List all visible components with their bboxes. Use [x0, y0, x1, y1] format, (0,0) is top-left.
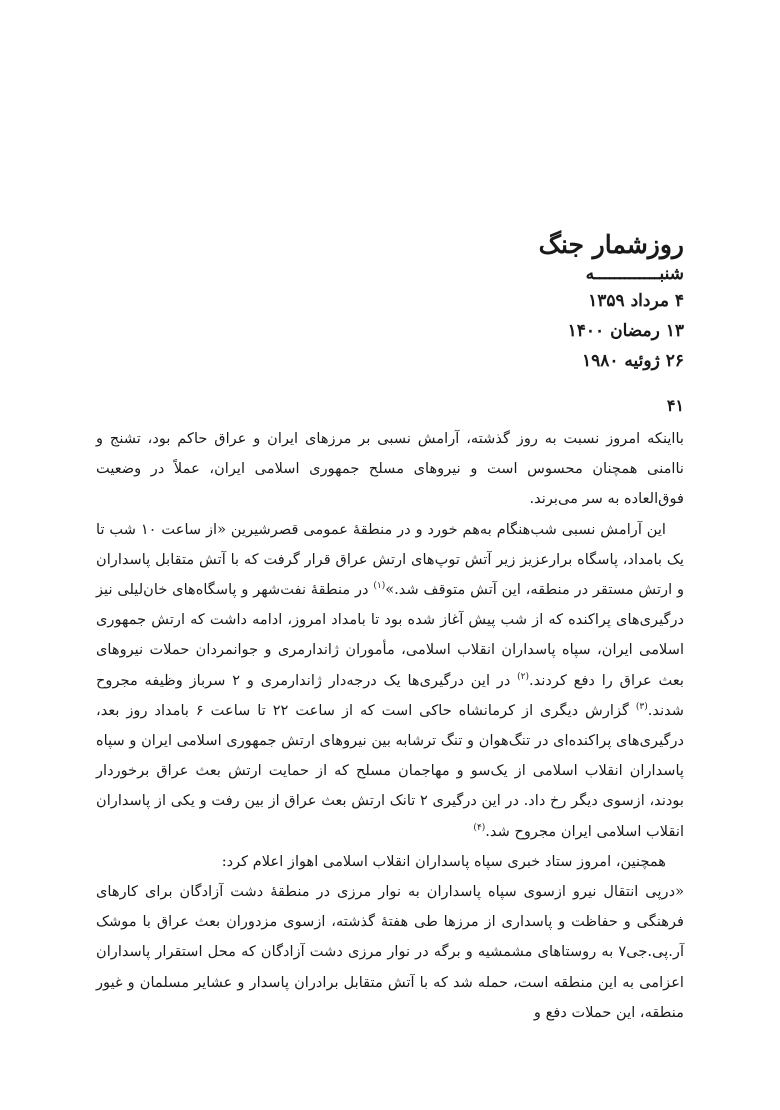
paragraph-text: همچنین، امروز ستاد خبری سپاه پاسداران انقلاب اسلامی اهواز اعلام کرد: — [221, 852, 666, 870]
footnote-ref: (۴) — [473, 822, 486, 833]
footnote-ref: (۲) — [517, 671, 530, 682]
paragraph-text: در منطقهٔ نفت‌شهر و پاسگاه‌های خان‌لیلی نیز درگیری‌های پراکنده که از شب پیش آغاز شده بود تا بامداد امروز، ادامه داشت که ارتش جمهوری اسلامی ایران، سپاه پاسداران انقلاب اسلامی، مأموران ژاندارمری و جوانمردان حملات نیروهای بعث عراق را دفع کردند. — [96, 581, 684, 689]
paragraph-text: «درپی انتقال نیرو ازسوی سپاه پاسداران به نوار مرزی در منطقهٔ دشت آزادگان برای کارهای فرهنگی و حفاظت و پاسداری از مرزها طی هفتهٔ گذشته، ازسوی مزدوران بعث عراق با موشک آر.پی.جی۷ به روستاهای مشمشیه و برگه در نوار مرزی دشت آزادگان که محل استقرار پاسداران اعزامی به این منطقه است، حمله شد که با آتش متقابل برادران پاسدار و عشایر مسلمان و غیور منطقه، این حملات دفع و — [96, 883, 684, 1021]
paragraph — [96, 424, 684, 515]
date-shamsi: ۴ مرداد ۱۳۵۹ — [588, 291, 684, 311]
paragraph-text: گزارش دیگری از کرمانشاه حاکی است که از ساعت ۲۲ تا ساعت ۶ بامداد روز بعد، درگیری‌های پراکنده‌ای در تنگ‌هوان و تنگ ترشابه بین نیروهای ارتش جمهوری اسلامی ایران و سپاه پاسداران انقلاب اسلامی از یک‌سو و مهاجمان مسلح که از حمایت ارتش بعث عراق برخوردار بودند، ازسوی دیگر رخ داد. در این درگیری ۲ تانک ارتش بعث عراق از بین رفت و یکی از پاسداران انقلاب اسلامی ایران مجروح شد. — [96, 701, 684, 840]
paragraph-text: بااینکه امروز نسبت به روز گذشته، آرامش نسبی بر مرزهای ایران و عراق حاکم بود، تشنج و ناامنی همچنان محسوس است و نیروهای مسلح جمهوری اسلامی ایران، عملاً در وضعیت فوق‌العاده به سر می‌برند. — [96, 430, 684, 508]
paragraph-text: این آرامش نسبی شب‌هنگام به‌هم خورد و در منطقهٔ عمومی قصرشیرین «از ساعت ۱۰ شب تا یک بامداد، پاسگاه برارعزیز زیر آتش توپ‌های ارتش عراق قرار گرفت که با آتش متقابل پاسداران و ارتش مستقر در منطقه، این آتش متوقف شد.» — [96, 520, 684, 599]
book-title: روزشمار جنگ — [538, 230, 684, 259]
paragraph-text: در این درگیری‌ها یک درجه‌دار ژاندارمری و ۲ سرباز وظیفه مجروح شدند. — [96, 671, 685, 719]
quoted-paragraph — [96, 877, 684, 1028]
chronicle-header — [539, 228, 684, 376]
paragraph — [96, 847, 684, 877]
footnote-ref: (۳) — [635, 701, 648, 712]
date-gregorian: ۲۶ ژوئیه ۱۹۸۰ — [581, 351, 684, 371]
date-hijri: ۱۳ رمضان ۱۴۰۰ — [567, 321, 684, 341]
body-text — [96, 424, 684, 1028]
footnote-ref: (۱) — [373, 581, 386, 592]
paragraph — [96, 515, 684, 847]
page-number: ۴۱ — [666, 396, 684, 415]
document-page — [96, 0, 684, 1110]
weekday: شنبـــــــــــــه — [585, 264, 684, 284]
